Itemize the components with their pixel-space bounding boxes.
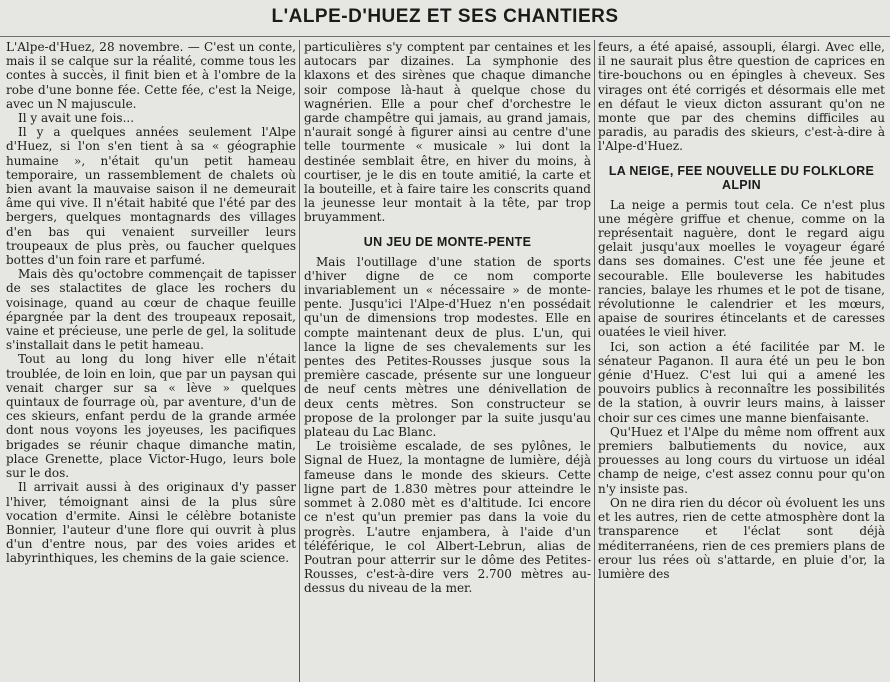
paragraph: L'Alpe-d'Huez, 28 novembre. — C'est un conte, mais il se calque sur la réalité, comme tous les contes à succès, il finit bien et à l'ombre de la robe d'une bonne fée. Cette fée, c'est la Neige, avec un N majuscule. bbox=[6, 40, 296, 111]
paragraph: Tout au long du long hiver elle n'était troublée, de loin en loin, que par un paysan qui venait charger sur sa « lève » quelques quintaux de fourrage où, par aventure, d'un de ces skieurs, enfant perdu de la grande armée dont nous voyons les joyeuses, les pacifiques brigades se réunir chaque dimanche matin, place Grenette, place Victor-Hugo, leurs bole sur le dos. bbox=[6, 352, 296, 481]
column-3 bbox=[598, 40, 885, 682]
column-divider bbox=[299, 40, 300, 682]
paragraph: feurs, a été apaisé, assoupli, élargi. Avec elle, il ne saurait plus être question de caprices en tire-bouchons ou en épingles à cheveux. Ses virages ont été corrigés et désormais elle met en défaut le vieux dicton assurant qu'on ne monte que par des chemins difficiles au paradis, au paradis des skieurs, c'est-à-dire à l'Alpe-d'Huez. bbox=[598, 40, 885, 154]
section-subhead: UN JEU DE MONTE-PENTE bbox=[363, 234, 532, 249]
paragraph: Le troisième escalade, de ses pylônes, le Signal de Huez, la montagne de lumière, déjà fameuse dans le monde des skieurs. Cette ligne part de 1.830 mètres pour atteindre le sommet à 2.080 mèt es d'altitude. Ici encore ce n'est qu'un premier pas dans la voie du progrès. L'autre enjambera, à l'aide d'un téléférique, le col Albert-Lebrun, alias de Poutran pour atterrir sur le dôme des Petites-Rousses, c'est-à-dire vers 2.700 mètres au-dessus du niveau de la mer. bbox=[304, 439, 591, 596]
paragraph: Ici, son action a été facilitée par M. le sénateur Paganon. Il aura été un peu le bon génie d'Huez. C'est lui qui a amené les pouvoirs publics à reconnaître les possibilités de la station, à ouvrir leurs mains, à laisser choir sur ces cimes une manne bienfaisante. bbox=[598, 339, 885, 425]
article-headline: L'ALPE-D'HUEZ ET SES CHANTIERS bbox=[271, 6, 619, 27]
section-subhead: LA NEIGE, FEE NOUVELLE DU FOLKLORE ALPIN bbox=[608, 163, 875, 192]
column-2 bbox=[304, 40, 591, 682]
paragraph: Il y avait une fois... bbox=[18, 111, 135, 126]
paragraph: La neige a permis tout cela. Ce n'est plus une mégère griffue et chenue, comme on la représentait naguère, dont le regard aigu gelait jusqu'aux moelles le voyageur égaré dans ses domaines. C'est une fée jeune et secourable. Elle bouleverse les habitudes rancies, balaye les rhumes et le pot de tisane, révolutionne le calendrier et les mœurs, apaise de sourires étincelants et de caresses ouatées le vieil hiver. bbox=[598, 197, 885, 340]
paragraph: Mais dès qu'octobre commençait de tapisser de ses stalactites de glace les rochers du voisinage, quand au cœur de chaque feuille épargnée par la dent des troupeaux reposait, vaine et précieuse, une perle de gel, la solitude s'installait dans le petit hameau. bbox=[6, 267, 296, 353]
paragraph: particulières s'y comptent par centaines et les autocars par dizaines. La symphonie des klaxons et des sirènes que chaque dimanche soir compose là-haut à quelque chose du wagnérien. Elle a pour chef d'orchestre le garde champêtre qui jamais, au grand jamais, n'aurait songé à figurer ainsi au centre d'une telle tourmente « musicale » lui dont la destinée semblait être, en hiver du moins, à courtiser, je le dis en toute amitié, la carte et la bouteille, et à faire taire les conscrits quand la jeunesse leur montait à la tête, par trop bruyamment. bbox=[304, 40, 591, 225]
paragraph: Il y a quelques années seulement l'Alpe d'Huez, si l'on s'en tient à sa « géographie humaine », n'était qu'un petit hameau temporaire, un rassemblement de chalets où bien avant la mauvaise saison il ne demeurait âme qui vive. Il n'était habité que l'été par des bergers, quelques montagnards des villages d'en bas qui venaient surveiller leurs troupeaux de plus près, ou faucher quelques bottes d'un foin rare et parfumé. bbox=[6, 125, 296, 268]
column-divider bbox=[594, 40, 595, 682]
paragraph: Il arrivait aussi à des originaux d'y passer l'hiver, témoignant ainsi de la plus sûre vocation d'ermite. Ainsi le célèbre botaniste Bonnier, l'auteur d'une flore qui ouvrit à plus d'un d'entre nous, par des voies arides et labyrinthiques, les chemins de la gaie science. bbox=[6, 480, 296, 566]
headline-rule bbox=[0, 36, 890, 37]
column-1 bbox=[6, 40, 296, 682]
paragraph: Qu'Huez et l'Alpe du même nom offrent aux premiers balbutiements du novice, aux prouesses au long cours du virtuose un idéal champ de neige, c'est assez connu pour qu'on n'y insiste pas. bbox=[598, 424, 885, 496]
paragraph: Mais l'outillage d'une station de sports d'hiver digne de ce nom comporte invariablement un « nécessaire » de monte-pente. Jusqu'ici l'Alpe-d'Huez n'en possédait qu'un de dimensions trop modestes. Elle en compte maintenant deux de plus. L'un, qui lance la ligne de ses chevalements sur les pentes des Petites-Rousses jusque sous la première cascade, présente sur une longueur de neuf cents mètres une dénivellation de deux cents mètres. Son constructeur se propose de la prolonger par la suite jusqu'au plateau du Lac Blanc. bbox=[304, 254, 591, 440]
paragraph: On ne dira rien du décor où évoluent les uns et les autres, rien de cette atmosphère dont la transparence et l'éclat sont déjà méditerranéens, rien de ces premiers plans de erour lus rées où s'attarde, en pluie d'or, la lumière des bbox=[598, 495, 885, 581]
